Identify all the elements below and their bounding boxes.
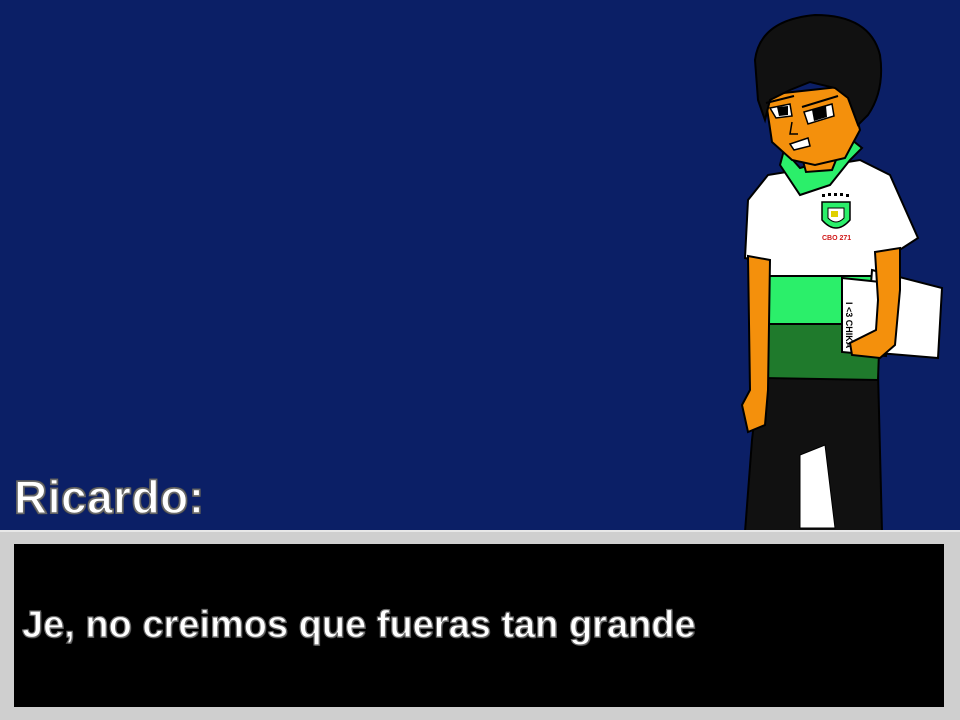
dialog-text: Je, no creimos que fueras tan grande [22, 604, 696, 646]
dialog-box[interactable] [14, 544, 944, 707]
face [765, 86, 860, 165]
book-label: I <3 CHIKA [844, 302, 854, 349]
shirt-logo-text: CBO 271 [822, 235, 852, 242]
character-ricardo-sprite [732, 10, 960, 532]
left-arm [742, 256, 770, 432]
speaker-name: Ricardo: [14, 471, 205, 523]
dialog-box-frame[interactable] [0, 530, 960, 720]
